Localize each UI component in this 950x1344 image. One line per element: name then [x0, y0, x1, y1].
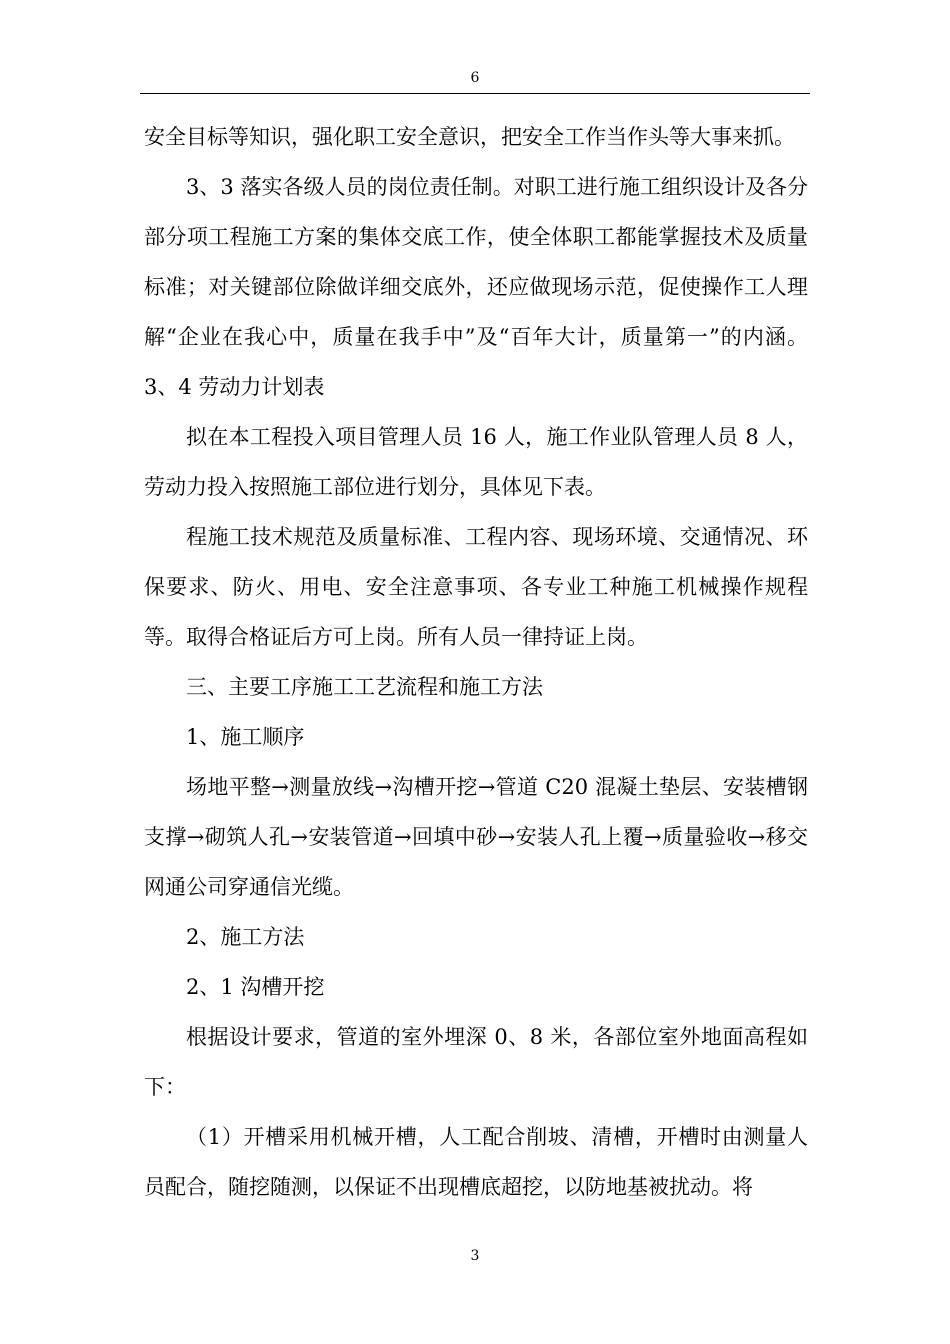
- subheading-sequence: 1、施工顺序: [186, 725, 305, 749]
- footer-page-number: 3: [470, 1248, 480, 1264]
- paragraph-staffing: 拟在本工程投入项目管理人员 16 人，施工作业队管理人员 8 人，劳动力投入按照施工部位进行划分，具体见下表。: [144, 425, 808, 499]
- subheading-methods: 2、施工方法: [186, 925, 305, 949]
- header-divider: [140, 93, 810, 94]
- paragraph-responsibility: 3、3 落实各级人员的岗位责任制。对职工进行施工组织设计及各分部分项工程施工方案的集体交底工作，使全体职工都能掌握技术及质量标准；对关键部位除做详细交底外，还应做现场示范，促使操作工人理解“企业在我心中，质量在我手中”及“百年大计，质量第一”的内涵。3、4 劳动力计划表: [144, 175, 808, 399]
- paragraph-safety-continuation: 安全目标等知识，强化职工安全意识，把安全工作当作头等大事来抓。: [144, 125, 795, 149]
- paragraph-sequence-flow: 场地平整→测量放线→沟槽开挖→管道 C20 混凝土垫层、安装槽钢支撑→砌筑人孔→安装管道→回填中砂→安装人孔上覆→质量验收→移交网通公司穿通信光缆。: [144, 775, 808, 899]
- document-body: [144, 112, 808, 1212]
- header-page-number: 6: [470, 70, 480, 86]
- subheading-trench-excavation: 2、1 沟槽开挖: [186, 975, 325, 999]
- paragraph-design-depth: 根据设计要求，管道的室外埋深 0、8 米，各部位室外地面高程如下：: [144, 1025, 808, 1099]
- paragraph-excavation-item-1: （1）开槽采用机械开槽，人工配合削坡、清槽，开槽时由测量人员配合，随挖随测，以保证不出现槽底超挖，以防地基被扰动。将: [144, 1125, 808, 1199]
- paragraph-training: 程施工技术规范及质量标准、工程内容、现场环境、交通情况、环保要求、防火、用电、安全注意事项、各专业工种施工机械操作规程等。取得合格证后方可上岗。所有人员一律持证上岗。: [144, 525, 808, 649]
- section-heading-process: 三、主要工序施工工艺流程和施工方法: [186, 675, 543, 699]
